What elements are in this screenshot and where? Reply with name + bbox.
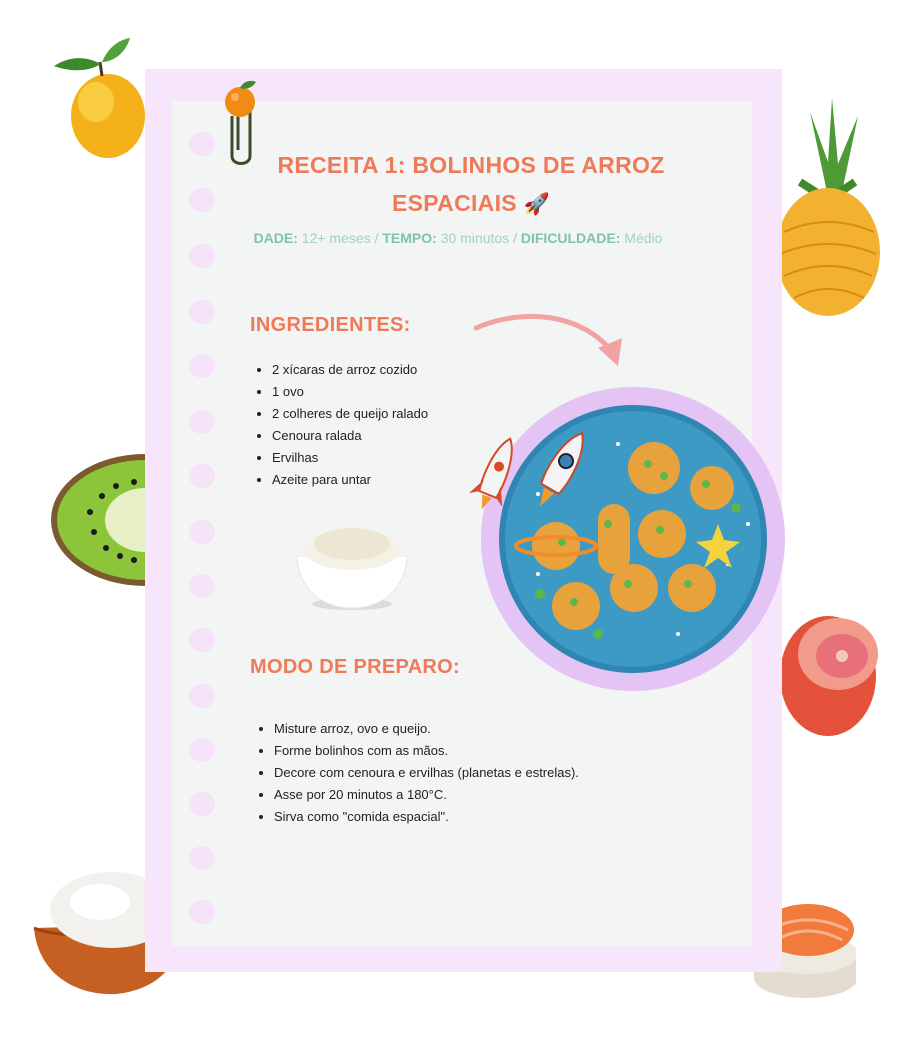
age-value: 12+ meses	[301, 230, 371, 246]
title-line-2	[236, 184, 706, 224]
ingredient-item: • Cenoura ralada	[272, 425, 428, 447]
kiwi-icon	[50, 452, 145, 587]
ingredient-item: • Ervilhas	[272, 447, 428, 469]
ingredients-list	[252, 359, 428, 491]
meta-separator: /	[374, 230, 379, 246]
preparation-heading: MODO DE PREPARO:	[250, 656, 460, 678]
difficulty-label: DIFICULDADE:	[520, 230, 621, 246]
recipe-title	[236, 146, 706, 224]
meta-separator: /	[513, 230, 517, 246]
space-plate-image	[478, 384, 788, 694]
preparation-step: • Asse por 20 minutos a 180°C.	[274, 784, 579, 806]
arrow-icon	[472, 308, 628, 372]
ingredient-item: • 1 ovo	[272, 381, 428, 403]
ingredient-item: • 2 xícaras de arroz cozido	[272, 359, 428, 381]
preparation-step: • Misture arroz, ovo e queijo.	[274, 718, 579, 740]
rocket-icon	[468, 432, 524, 516]
title-line-1: RECEITA 1: BOLINHOS DE ARROZ	[277, 152, 665, 178]
rocket-emoji-icon: 🚀	[523, 193, 551, 216]
age-label: DADE:	[253, 230, 298, 246]
difficulty-value: Médio	[624, 230, 663, 246]
ingredient-item: • 2 colheres de queijo ralado	[272, 403, 428, 425]
preparation-step: • Sirva como "comida espacial".	[274, 806, 579, 828]
preparation-step: • Forme bolinhos com as mãos.	[274, 740, 579, 762]
rice-bowl-icon	[293, 518, 411, 612]
time-label: TEMPO:	[382, 230, 437, 246]
preparation-step: • Decore com cenoura e ervilhas (planetas e estrelas).	[274, 762, 579, 784]
time-value: 30 minutos	[440, 230, 510, 246]
grapefruit-icon	[780, 606, 885, 738]
title-line-2-text: ESPACIAIS	[391, 190, 517, 216]
preparation-list	[254, 718, 579, 828]
ingredient-item: • Azeite para untar	[272, 469, 428, 491]
ingredients-heading: INGREDIENTES:	[250, 314, 411, 336]
pineapple-icon	[770, 92, 885, 320]
recipe-meta	[180, 230, 736, 246]
mango-icon	[48, 32, 148, 162]
